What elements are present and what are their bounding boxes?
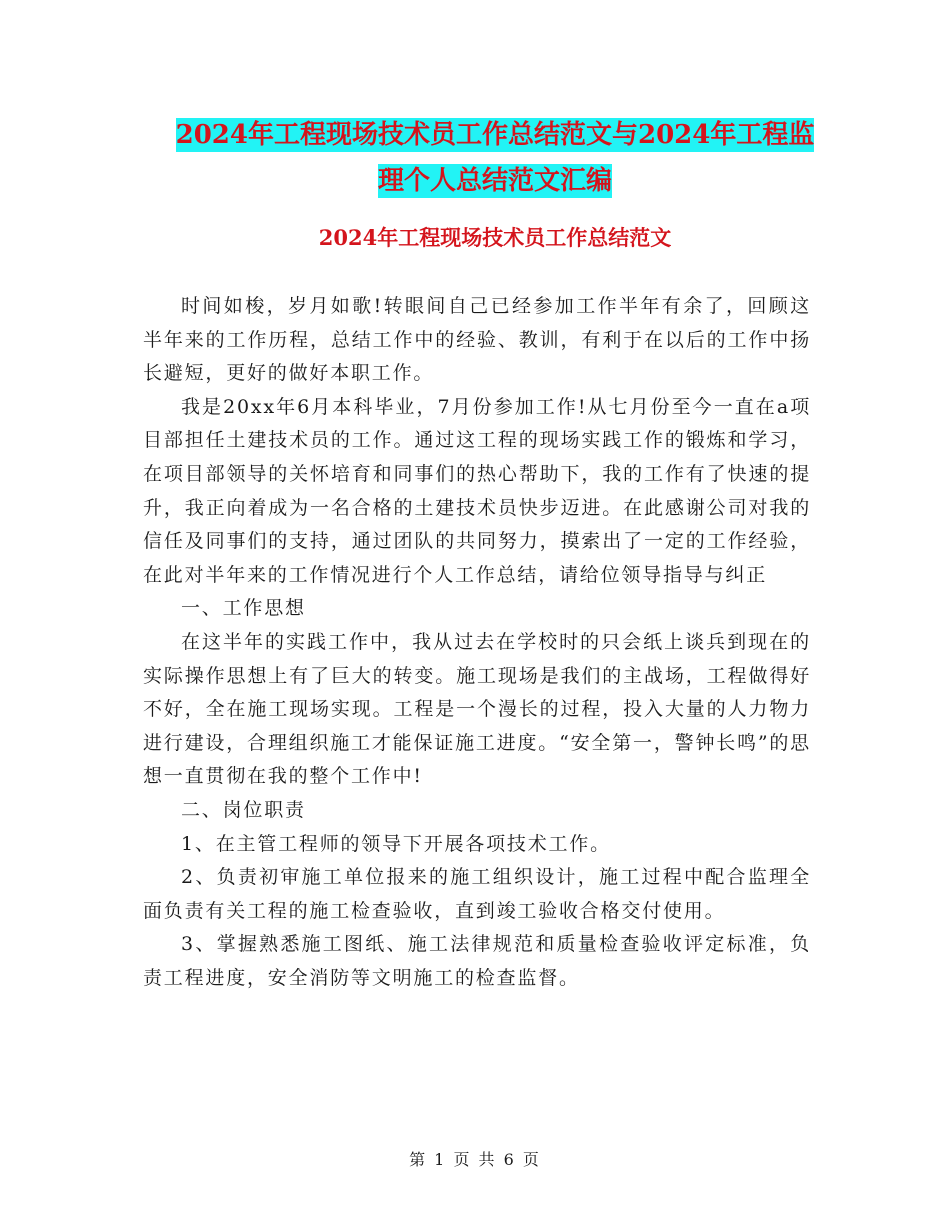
title-line-1: 2024年工程现场技术员工作总结范文与2024年工程监 [175, 120, 815, 150]
duty-item-3: 3、掌握熟悉施工图纸、施工法律规范和质量检查验收评定标准，负责工程进度，安全消防等文明施工的检查监督。 [143, 933, 811, 989]
section-title: 2024年工程现场技术员工作总结范文 [318, 225, 672, 250]
document-body [143, 290, 811, 995]
duty-item-2: 2、负责初审施工单位报来的施工组织设计，施工过程中配合监理全面负责有关工程的施工检查验收，直到竣工验收合格交付使用。 [143, 866, 811, 922]
heading-duties: 二、岗位职责 [181, 798, 306, 821]
paragraph-work-thought: 在这半年的实践工作中，我从过去在学校时的只会纸上谈兵到现在的实际操作思想上有了巨大的转变。施工现场是我们的主战场，工程做得好不好，全在施工现场实现。工程是一个漫长的过程，投入大量的人力物力进行建设，合理组织施工才能保证施工进度。“安全第一，警钟长鸣”的思想一直贯彻在我的整个工作中! [143, 630, 811, 788]
paragraph-intro: 时间如梭，岁月如歌!转眼间自己已经参加工作半年有余了，回顾这半年来的工作历程，总结工作中的经验、教训，有利于在以后的工作中扬长避短，更好的做好本职工作。 [143, 295, 811, 385]
document-title [140, 112, 850, 204]
page-footer: 第 1 页 共 6 页 [409, 1150, 541, 1169]
heading-work-thought: 一、工作思想 [181, 597, 306, 620]
paragraph-background: 我是20xx年6月本科毕业，7月份参加工作!从七月份至今一直在a项目部担任土建技术员的工作。通过这工程的现场实践工作的锻炼和学习，在项目部领导的关怀培育和同事们的热心帮助下，我的工作有了快速的提升，我正向着成为一名合格的土建技术员快步迈进。在此感谢公司对我的信任及同事们的支持，通过团队的共同努力，摸索出了一定的工作经验，在此对半年来的工作情况进行个人工作总结，请给位领导指导与纠正 [143, 395, 811, 586]
duty-item-1: 1、在主管工程师的领导下开展各项技术工作。 [181, 832, 611, 855]
title-line-2: 理个人总结范文汇编 [377, 166, 612, 196]
